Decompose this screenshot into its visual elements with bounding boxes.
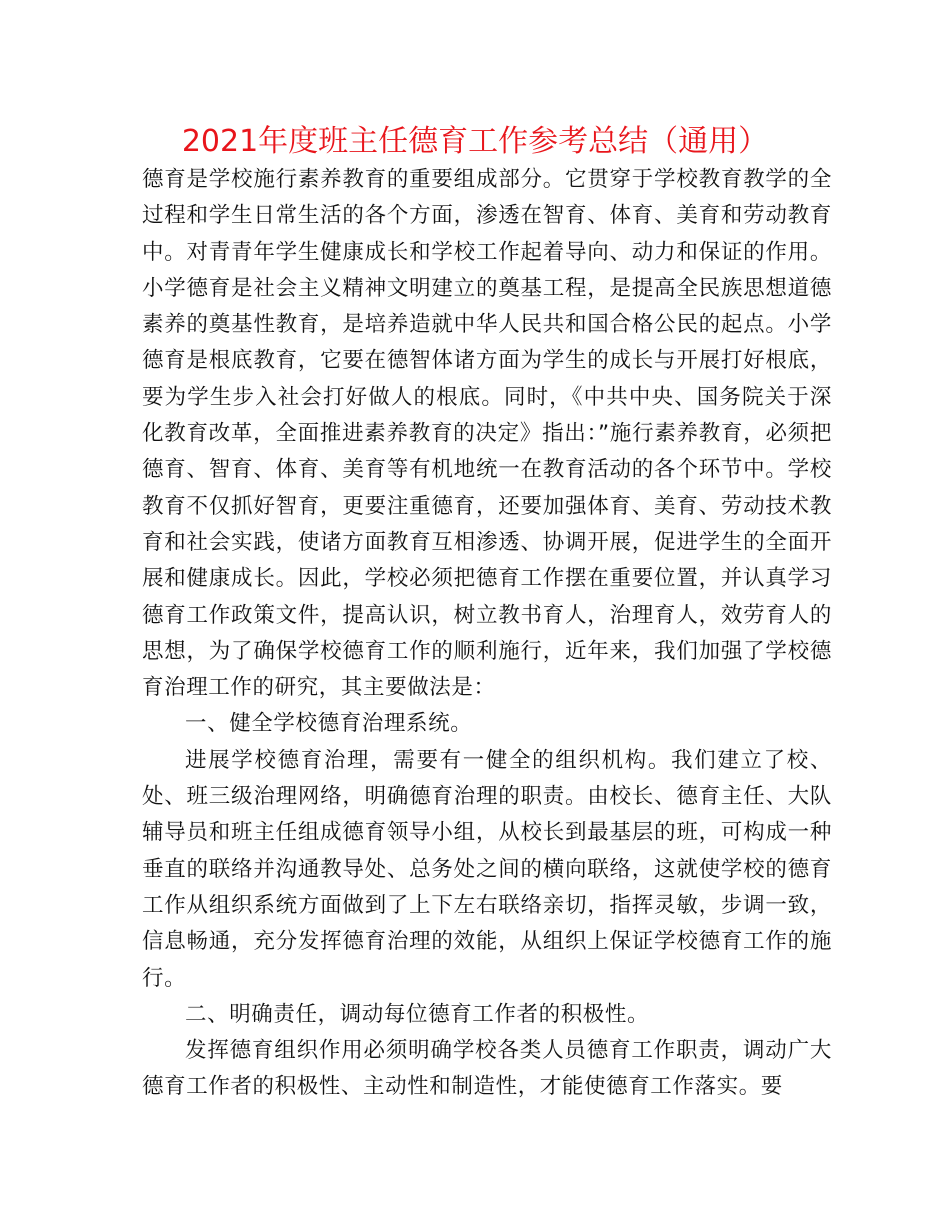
- section-heading-2: 二、明确责任，调动每位德育工作者的积极性。: [185, 1001, 650, 1027]
- paragraph-section-2: 发挥德育组织作用必须明确学校各类人员德育工作职责，调动广大德育工作者的积极性、主动性和制造性，才能使德育工作落实。要: [142, 1038, 832, 1100]
- document-title: 2021年度班主任德育工作参考总结（通用）: [181, 124, 769, 159]
- document-body: [142, 162, 832, 1106]
- section-heading-1: 一、健全学校德育治理系统。: [185, 711, 473, 737]
- paragraph-intro: 德育是学校施行素养教育的重要组成部分。它贯穿于学校教育教学的全过程和学生日常生活的各个方面，渗透在智育、体育、美育和劳动教育中。对青青年学生健康成长和学校工作起着导向、动力和保证的作用。小学德育是社会主义精神文明建立的奠基工程，是提高全民族思想道德素养的奠基性教育，是培养造就中华人民共和国合格公民的起点。小学德育是根底教育，它要在德智体诸方面为学生的成长与开展打好根底，要为学生步入社会打好做人的根底。同时，《中共中央、国务院关于深化教育改革，全面推进素养教育的决定》指出：”施行素养教育，必须把德育、智育、体育、美育等有机地统一在教育活动的各个环节中。学校教育不仅抓好智育，更要注重德育，还要加强体育、美育、劳动技术教育和社会实践，使诸方面教育互相渗透、协调开展，促进学生的全面开展和健康成长。因此，学校必须把德育工作摆在重要位置，并认真学习德育工作政策文件，提高认识，树立教书育人，治理育人，效劳育人的思想，为了确保学校德育工作的顺利施行，近年来，我们加强了学校德育治理工作的研究，其主要做法是：: [142, 167, 832, 701]
- paragraph-section-1: 进展学校德育治理，需要有一健全的组织机构。我们建立了校、处、班三级治理网络，明确德育治理的职责。由校长、德育主任、大队辅导员和班主任组成德育领导小组，从校长到最基层的班，可构成一种垂直的联络并沟通教导处、总务处之间的横向联络，这就使学校的德育工作从组织系统方面做到了上下左右联络亲切，指挥灵敏，步调一致，信息畅通，充分发挥德育治理的效能，从组织上保证学校德育工作的施行。: [142, 747, 832, 991]
